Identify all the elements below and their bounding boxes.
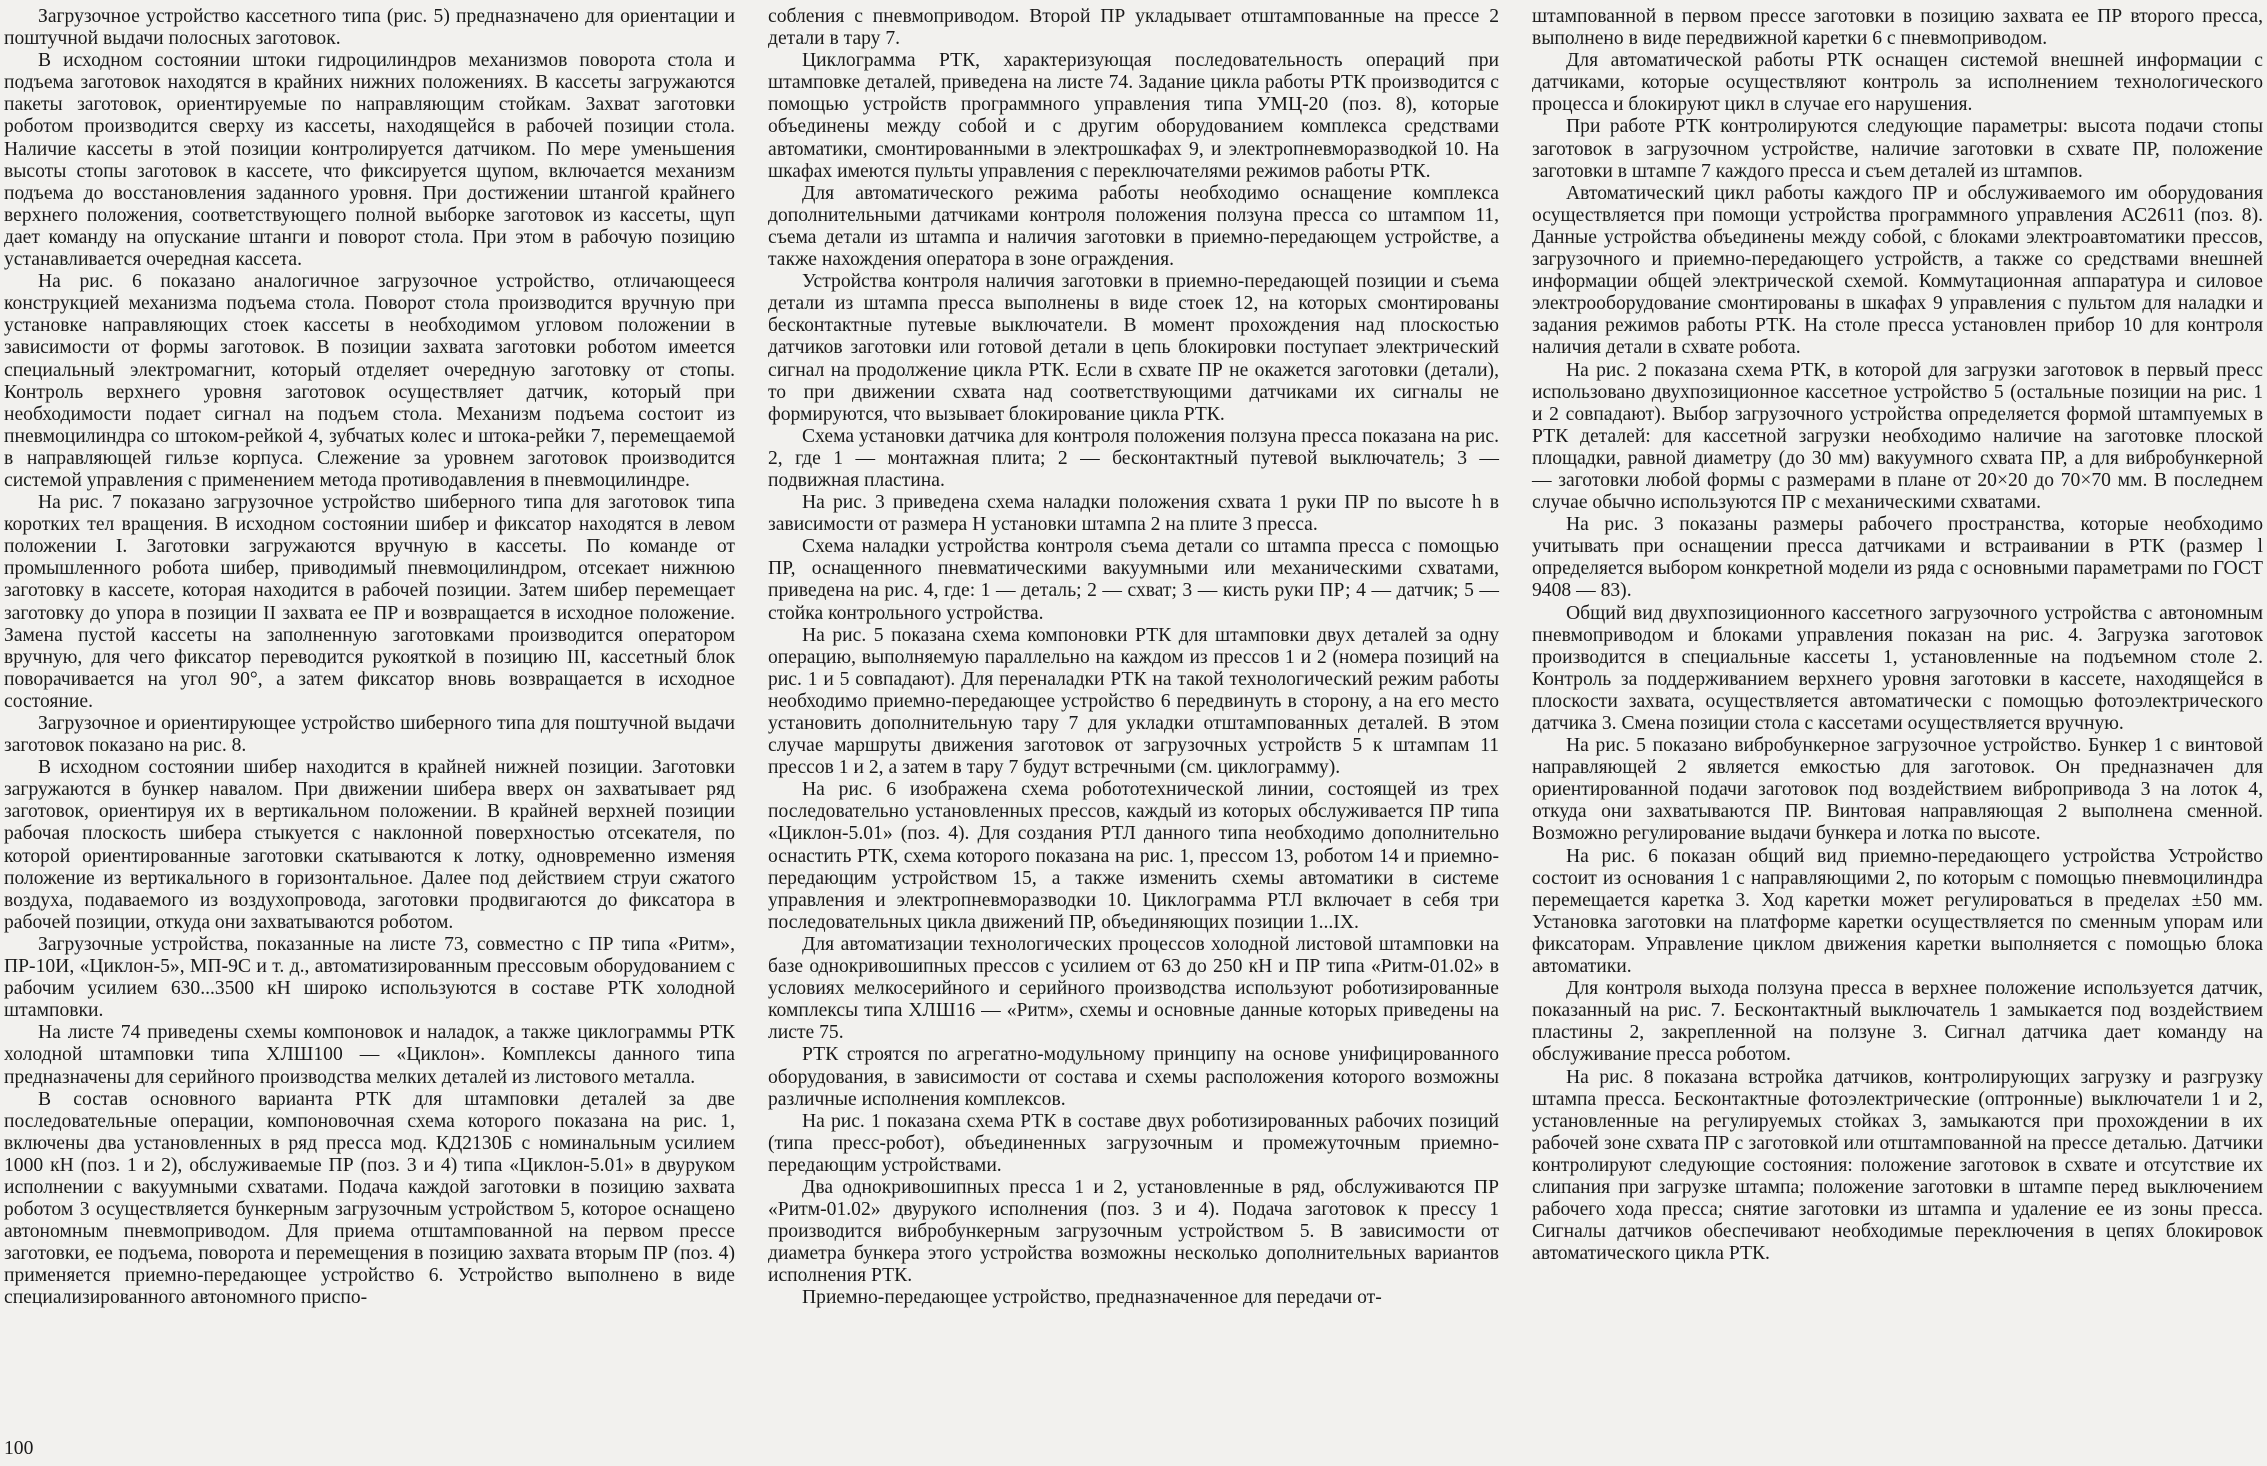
paragraph: На листе 74 приведены схемы компоновок и наладок, а также циклограммы РТК холодной штамповки типа ХЛШ100 — «Циклон». Комплексы данного типа предназначены для серийного производства мелких деталей из листового металла.	[4, 1022, 735, 1088]
paragraph: Для автоматизации технологических процессов холодной листовой штамповки на базе однокривошипных прессов с усилием от 63 до 250 кН и ПР типа «Ритм-01.02» в условиях мелкосерийного и серийного производства используют роботизированные комплексы типа ХЛШ16 — «Ритм», схемы и основные данные которых приведены на листе 75.	[768, 933, 1499, 1044]
paragraph: На рис. 5 показано вибробункерное загрузочное устройство. Бункер 1 с винтовой направляющей 2 является емкостью для заготовок. Он предназначен для ориентированной подачи заготовок под воздействием вибропривода 3 на лоток 4, откуда они захватываются ПР. Винтовая направляющая 2 выполнена сменной. Возможно регулирование выдачи бункера и лотка по высоте.	[1532, 735, 2263, 845]
paragraph: Для контроля выхода ползуна пресса в верхнее положение используется датчик, показанный на рис. 7. Бесконтактный выключатель 1 замыкается под воздействием пластины 2, закрепленной на ползуне 3. Сигнал датчика дает команду на обслуживание пресса роботом.	[1532, 978, 2263, 1066]
paragraph: На рис. 5 показана схема компоновки РТК для штамповки двух деталей за одну операцию, выполняемую параллельно на каждом из прессов 1 и 2 (номера позиций на рис. 1 и 5 совпадают). Для переналадки РТК на такой технологический режим работы необходимо приемно-передающее устройство 6 передвинуть в сторону, а на его место установить дополнительную тару 7 для укладки отштампованных деталей. В этом случае маршруты движения заготовок от загрузочных устройств 5 к штампам 11 прессов 1 и 2, а затем в тару 7 будут встречными (см. циклограмму).	[768, 624, 1499, 779]
paragraph: Схема наладки устройства контроля съема детали со штампа пресса с помощью ПР, оснащенного пневматическими вакуумными или механическими схватами, приведена на рис. 4, где: 1 — деталь; 2 — схват; 3 — кисть руки ПР; 4 — датчик; 5 — стойка контрольного устройства.	[768, 536, 1499, 624]
paragraph: В исходном состоянии штоки гидроцилиндров механизмов поворота стола и подъема заготовок находятся в крайних нижних положениях. В кассеты загружаются пакеты заготовок, ориентируемые по направляющим стойкам. Захват заготовки роботом производится сверху из кассеты, находящейся в рабочей позиции стола. Наличие кассеты в этой позиции контролируется датчиком. По мере уменьшения высоты стопы заготовок в кассете, что фиксируется щупом, включается механизм подъема до восстановления заданного уровня. При достижении штангой крайнего верхнего положения, соответствующего полной выборке заготовок из кассеты, щуп дает команду на опускание штанги и поворот стола. При этом в рабочую позицию устанавливается очередная кассета.	[4, 50, 735, 271]
text-column-1	[4, 6, 735, 1310]
paragraph: При работе РТК контролируются следующие параметры: высота подачи стопы заготовок в загрузочном устройстве, наличие заготовки в схвате ПР, положение заготовки в штампе 7 каждого пресса и съем деталей из штампов.	[1532, 116, 2263, 182]
paragraph: Устройства контроля наличия заготовки в приемно-передающей позиции и съема детали из штампа пресса выполнены в виде стоек 12, на которых смонтированы бесконтактные путевые выключатели. В момент прохождения над плоскостью датчиков заготовки или готовой детали в цепь блокировки поступает электрический сигнал на продолжение цикла РТК. Если в схвате ПР не окажется заготовки (детали), то при движении схвата над соответствующими датчиками их сигналы не формируются, что вызывает блокирование цикла РТК.	[768, 271, 1499, 425]
paragraph: На рис. 7 показано загрузочное устройство шиберного типа для заготовок типа коротких тел вращения. В исходном состоянии шибер и фиксатор находятся в левом положении I. Заготовки загружаются вручную в кассеты. По команде от промышленного робота шибер, приводимый пневмоцилиндром, отсекает нижнюю заготовку в кассете, которая находится в рабочей позиции. Затем шибер перемещает заготовку до упора в позиции II захвата ее ПР и возвращается в исходное положение. Замена пустой кассеты на заполненную заготовками производится оператором вручную, для чего фиксатор переводится рукояткой в позицию III, кассетный блок поворачивается на угол 90°, а затем фиксатор вновь возвращается в исходное состояние.	[4, 492, 735, 712]
paragraph: Циклограмма РТК, характеризующая последовательность операций при штамповке деталей, приведена на листе 74. Задание цикла работы РТК производится с помощью устройств программного управления типа УМЦ-20 (поз. 8), которые объединены между собой и с другим оборудованием комплекса средствами автоматики, смонтированными в электрошкафах 9, и электропневморазводкой 10. На шкафах имеются пульты управления с переключателями режимов работы РТК.	[768, 50, 1499, 182]
paragraph: Автоматический цикл работы каждого ПР и обслуживаемого им оборудования осуществляется при помощи устройства программного управления АС2611 (поз. 8). Данные устройства объединены между собой, с блоками электроавтоматики прессов, загрузочного и приемно-передающего устройств, а также со средствами внешней информации общей электрической схемой. Коммутационная аппаратура и силовое электрооборудование смонтированы в шкафах 9 управления с пультом для наладки и задания режимов работы РТК. На столе пресса установлен прибор 10 для контроля наличия детали в схвате робота.	[1532, 182, 2263, 359]
paragraph: На рис. 8 показана встройка датчиков, контролирующих загрузку и разгрузку штампа пресса. Бесконтактные фотоэлектрические (оптронные) выключатели 1 и 2, установленные на регулируемых стойках 3, замыкаются при прохождении в их рабочей зоне схвата ПР с заготовкой или отштампованной на прессе деталью. Датчики контролируют следующие состояния: положение заготовок в схвате и отсутствие их слипания при загрузке штампа; положение заготовки в штампе перед выключением рабочего хода пресса; снятие заготовки из штампа и удаление ее из зоны пресса. Сигналы датчиков обеспечивают необходимые переключения в цепях блокировок автоматического цикла РТК.	[1532, 1066, 2263, 1265]
paragraph: РТК строятся по агрегатно-модульному принципу на основе унифицированного оборудования, в зависимости от состава и схемы расположения которого возможны различные исполнения комплексов.	[768, 1044, 1499, 1110]
paragraph: штампованной в первом прессе заготовки в позицию захвата ее ПР второго пресса, выполнено в виде передвижной каретки 6 с пневмоприводом.	[1532, 6, 2263, 50]
paragraph: Общий вид двухпозиционного кассетного загрузочного устройства с автономным пневмоприводом и блоками управления показан на рис. 4. Загрузка заготовок производится в специальные кассеты 1, установленные на подъемном столе 2. Контроль за поддерживанием верхнего уровня заготовки в кассете, находящейся в плоскости захвата, осуществляется автоматически с помощью фотоэлектрического датчика 3. Смена позиции стола с кассетами осуществляется вручную.	[1532, 602, 2263, 734]
paragraph: В состав основного варианта РТК для штамповки деталей за две последовательные операции, компоновочная схема которого показана на рис. 1, включены два установленных в ряд пресса мод. КД2130Б с номинальным усилием 1000 кН (поз. 1 и 2), обслуживаемые ПР (поз. 3 и 4) типа «Циклон-5.01» в двуруком исполнении с вакуумными схватами. Подача каждой заготовки в позицию захвата роботом 3 осуществляется бункерным загрузочным устройством 5, которое оснащено автономным пневмоприводом. Для приема отштампованной на первом прессе заготовки, ее подъема, поворота и перемещения в позицию захвата вторым ПР (поз. 4) применяется приемно-передающее устройство 6. Устройство выполнено в виде специализированного автономного приспо-	[4, 1088, 735, 1309]
paragraph: На рис. 6 изображена схема робототехнической линии, состоящей из трех последовательно установленных прессов, каждый из которых обслуживается ПР типа «Циклон-5.01» (поз. 4). Для создания РТЛ данного типа необходимо дополнительно оснастить РТК, схема которого показана на рис. 1, прессом 13, роботом 14 и приемно-передающим устройством 15, а также изменить схемы автоматики в системе управления и электропневморазводки 10. Циклограмма РТЛ включает в себя три последовательных цикла движений ПР, объединяющих позиции 1...IX.	[768, 779, 1499, 933]
paragraph: На рис. 6 показано аналогичное загрузочное устройство, отличающееся конструкцией механизма подъема стола. Поворот стола производится вручную при установке направляющих стоек кассеты в необходимом угловом положении в зависимости от формы заготовок. В позиции захвата заготовки роботом имеется специальный электромагнит, который отделяет очередную заготовку от стопы. Контроль верхнего уровня заготовок осуществляет датчик, который при необходимости подает сигнал на подъем стола. Механизм подъема состоит из пневмоцилиндра со штоком-рейкой 4, зубчатых колес и штока-рейки 7, перемещаемой в направляющей гильзе корпуса. Слежение за уровнем заготовок производится системой управления с применением метода противодавления в пневмоцилиндре.	[4, 271, 735, 491]
paragraph: Два однокривошипных пресса 1 и 2, установленные в ряд, обслуживаются ПР «Ритм-01.02» двурукого исполнения (поз. 3 и 4). Подача заготовок к прессу 1 производится вибробункерным загрузочным устройством 5. В зависимости от диаметра бункера этого устройства возможны несколько дополнительных вариантов исполнения РТК.	[768, 1176, 1499, 1287]
text-column-2	[768, 6, 1499, 1310]
paragraph: На рис. 3 показаны размеры рабочего пространства, которые необходимо учитывать при оснащении пресса датчиками и встраивании в РТК (размер l определяется выбором конкретной модели из ряда с основными параметрами по ГОСТ 9408 — 83).	[1532, 514, 2263, 602]
paragraph: Загрузочное устройство кассетного типа (рис. 5) предназначено для ориентации и поштучной выдачи полосных заготовок.	[4, 6, 735, 50]
text-column-3	[1532, 6, 2263, 1265]
page-number: 100	[4, 1438, 34, 1459]
paragraph: Для автоматического режима работы необходимо оснащение комплекса дополнительными датчиками контроля положения ползуна пресса со штампом 11, съема детали из штампа и наличия заготовки в приемно-передающем устройстве, а также нахождения оператора в зоне ограждения.	[768, 182, 1499, 271]
paragraph: Схема установки датчика для контроля положения ползуна пресса показана на рис. 2, где 1 — монтажная плита; 2 — бесконтактный путевой выключатель; 3 — подвижная пластина.	[768, 425, 1499, 491]
paragraph: Загрузочные устройства, показанные на листе 73, совместно с ПР типа «Ритм», ПР-10И, «Циклон-5», МП-9С и т. д., автоматизированным прессовым оборудованием с рабочим усилием 630...3500 кН широко используются в составе РТК холодной штамповки.	[4, 933, 735, 1022]
paragraph: На рис. 2 показана схема РТК, в которой для загрузки заготовок в первый пресс использовано двухпозиционное кассетное устройство 5 (остальные позиции на рис. 1 и 2 совпадают). Выбор загрузочного устройства определяется формой штампуемых в РТК деталей: для кассетной загрузки необходимо наличие на заготовке плоской площадки, равной диаметру (до 30 мм) вакуумного схвата ПР, а для вибробункерной — заготовки любой формы с размерами в плане от 20×20 до 70×70 мм. В последнем случае обычно используются ПР с механическими схватами.	[1532, 359, 2263, 514]
paragraph: На рис. 3 приведена схема наладки положения схвата 1 руки ПР по высоте h в зависимости от размера H установки штампа 2 на плите 3 пресса.	[768, 492, 1499, 536]
paragraph: На рис. 1 показана схема РТК в составе двух роботизированных рабочих позиций (типа пресс-робот), объединенных загрузочным и промежуточным приемно-передающим устройствами.	[768, 1110, 1499, 1176]
paragraph: На рис. 6 показан общий вид приемно-передающего устройства Устройство состоит из основания 1 с направляющими 2, по которым с помощью пневмоцилиндра перемещается каретка 3. Ход каретки может регулироваться в пределах ±50 мм. Установка заготовки на платформе каретки осуществляется по сменным упорам или фиксаторам. Управление циклом движения каретки выполняется с помощью блока автоматики.	[1532, 845, 2263, 978]
paragraph: Для автоматической работы РТК оснащен системой внешней информации с датчиками, которые осуществляют контроль за исполнением технологического процесса и блокируют цикл в случае его нарушения.	[1532, 50, 2263, 116]
paragraph: Приемно-передающее устройство, предназначенное для передачи от-	[802, 1287, 1382, 1309]
paragraph: В исходном состоянии шибер находится в крайней нижней позиции. Заготовки загружаются в бункер навалом. При движении шибера вверх он захватывает ряд заготовок, ориентируя их в вертикальном положении. В крайней верхней позиции рабочая плоскость шибера стыкуется с наклонной поверхностью отсекателя, по которой ориентированные заготовки скатываются к лотку, одновременно изменяя положение из вертикального в горизонтальное. Далее под действием струи сжатого воздуха, подаваемого из воздухопровода, заготовки продвигаются до фиксатора в рабочей позиции, откуда они захватываются роботом.	[4, 757, 735, 933]
paragraph: Загрузочное и ориентирующее устройство шиберного типа для поштучной выдачи заготовок показано на рис. 8.	[4, 713, 735, 757]
paragraph: собления с пневмоприводом. Второй ПР укладывает отштампованные на прессе 2 детали в тару 7.	[768, 6, 1499, 50]
